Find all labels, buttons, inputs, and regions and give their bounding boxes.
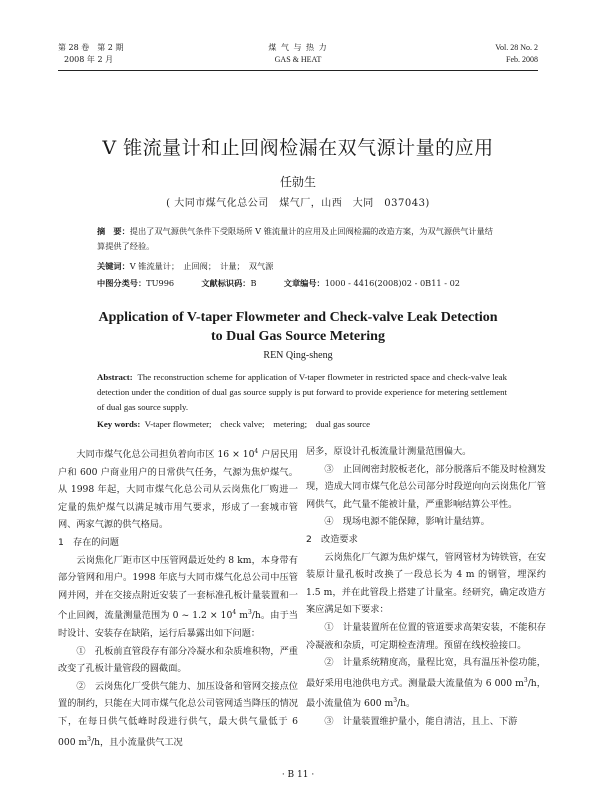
clc-label: 中图分类号：: [97, 278, 147, 288]
abstract-en-label: Abstract:: [97, 372, 133, 382]
list-item: ③ 止回阀密封胶板老化，部分脱落后不能及时检测发现，造成大同市煤气化总公司部分时段逆向向云岗焦化厂管网供气，此气量不能被计量，严重影响结算公平性。: [306, 463, 546, 510]
keywords-en-text: V-taper flowmeter; check valve; metering; dual gas source: [144, 419, 371, 429]
doc-code-label: 文献标识码：: [201, 278, 251, 288]
section-heading-2: 2 改造要求: [306, 533, 358, 545]
paragraph: 居多，原设计孔板流量计测量范围偏大。: [306, 446, 472, 457]
volume-line-en: Vol. 28 No. 2: [495, 43, 538, 52]
volume-issue-line: 第 28 卷 第 2 期: [58, 43, 124, 52]
list-item: ① 计量装置所在位置的管道要求高架安装，不能积存冷凝液和杂质，可定期检查清理。预留在线校验接口。: [306, 621, 546, 651]
article-title-cn: V 锥流量计和止回阀检漏在双气源计量的应用: [102, 137, 494, 159]
article-id-label: 文章编号：: [283, 278, 325, 288]
affiliation-cn: ( 大同市煤气化总公司 煤气厂，山西 大同 037043): [166, 198, 430, 209]
abstract-en: [97, 370, 507, 415]
abstract-cn-label: 摘 要：: [97, 226, 130, 236]
journal-volume-en: [495, 42, 538, 66]
classification-line: [97, 276, 527, 291]
section-heading-1: 1 存在的问题: [58, 537, 119, 549]
body-column-left: [58, 443, 298, 751]
author-cn: 任勍生: [279, 175, 316, 189]
journal-name-cn: 煤 气 与 热 力: [268, 43, 328, 52]
keywords-cn-label: 关键词：: [97, 261, 130, 271]
list-item: ③ 计量装置维护量小，能自清洁，且上、下游: [324, 716, 518, 728]
title-en-line1: Application of V-taper Flowmeter and Check-valve Leak Detection: [98, 310, 498, 325]
keywords-cn: [97, 259, 527, 274]
article-id-value: 1000 - 4416(2008)02 - 0B11 - 02: [324, 278, 460, 288]
abstract-cn-text: 提出了双气源供气条件下受限场所 V 锥流量计的应用及止回阀检漏的改造方案，为双气源供气计量结算提供了经验。: [97, 226, 493, 251]
doc-code-value: B: [250, 278, 257, 288]
keywords-en-label: Key words:: [97, 419, 141, 429]
keywords-cn-text: V 锥流量计； 止回阀； 计量； 双气源: [129, 261, 274, 271]
keywords-en: [97, 417, 507, 432]
clc-value: TU996: [146, 278, 175, 288]
title-en-line2: to Dual Gas Source Metering: [211, 329, 385, 344]
date-line-cn: 2008 年 2 月: [64, 55, 114, 64]
abstract-cn: [97, 224, 497, 254]
list-item: ① 孔板前直管段存有部分冷凝水和杂质堆积物，严重改变了孔板计量管段的圆截面。: [58, 645, 298, 675]
journal-name-en: GAS & HEAT: [274, 55, 322, 64]
author-en: REN Qing-sheng: [263, 350, 333, 361]
body-column-right: [306, 443, 546, 731]
list-item: ② 云岗焦化厂受供气能力、加压设备和管网交接点位置的制约，只能在大同市煤气化总公司管网适当降压的情况下，在每日供气低峰时段进行供气，最大供气量低于 6 000 $m^3/h$，且小流量供气工况: [58, 680, 298, 748]
paragraph: 大同市煤气化总公司担负着向市区 $16 \times 10^4$ 户居民用户和 600 户商业用户的日常供气任务，气源为焦炉煤气。从 1998 年起，大同市煤气化总公司从云岗焦化厂购进一定量的焦炉煤气以满足城市用气要求，形成了一套城市管网、两家气源的供气格局。: [58, 448, 299, 531]
list-item: ④ 现场电源不能保障，影响计量结算。: [324, 516, 490, 528]
paragraph: 云岗焦化厂距市区中压管网最近处约 8 km，本身带有部分管网和用户。1998 年底与大同市煤气化总公司中压管网并网，并在交接点附近安装了一套标准孔板计量装置和一个止回阀，流量测量范围为 0 ~ $1.2 \times 10^4$ $m^3/h$。由于当时设计、安装存在缺陷，运行后暴露出如下问题：: [58, 554, 298, 640]
abstract-en-text: The reconstruction scheme for application of V-taper flowmeter in restricted space and check-valve leak detection under the condition of dual gas source supply is put forward to provide experience for metering settlement of dual gas source supply.: [97, 372, 507, 412]
header-rule: [58, 70, 538, 71]
article-title-en: [0, 308, 596, 346]
list-item: ② 计量系统精度高，量程比宽，具有温压补偿功能，最好采用电池供电方式。测量最大流量值为 6 000 $m^3/h$，最小流量值为 600 $m^3/h$。: [306, 657, 546, 710]
date-line-en: Feb. 2008: [506, 55, 538, 64]
paragraph: 云岗焦化厂气源为焦炉煤气，管网管材为铸铁管，在安装原计量孔板时改换了一段总长为 4 m 的钢管，埋深约 1.5 m，并在此管段上搭建了计量室。经研究，确定改造方案应满足如下要求：: [306, 551, 546, 616]
page-number: · B 11 ·: [281, 770, 315, 780]
